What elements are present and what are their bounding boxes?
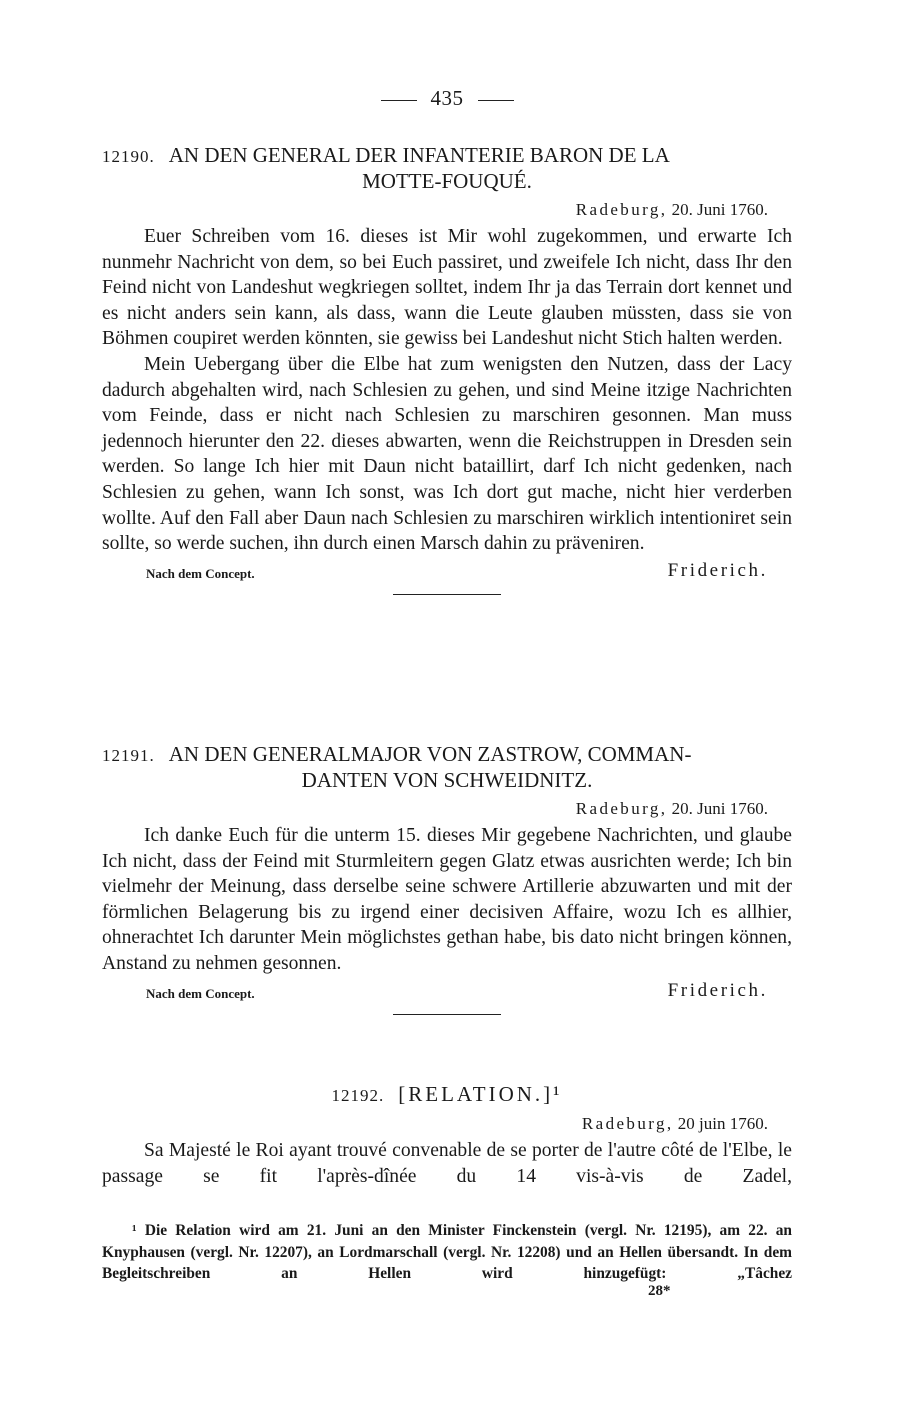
paragraph: Mein Uebergang über die Elbe hat zum wenigsten den Nutzen, dass der Lacy dadurch abgehalten wird, nach Schlesien zu gehen, und sind Meine itzige Nachrichten vom Feinde, dass er nicht nach Schlesien zu marschiren gesonnen. Man muss jedennoch hierunter den 22. dieses abwarten, wenn die Reichstruppen in Dresden sein werden. So lange Ich hier mit Daun nicht bataillirt, darf Ich nicht gedenken, nach Schlesien zu gehen, wann Ich sonst, was Ich dort gut mache, nicht hier verderben wollte. Auf den Fall aber Daun nach Schlesien zu marschiren wirklich intentioniret sein sollte, so werde suchen, ihn durch einen Marsch dahin zu präveniren. (102, 353, 792, 555)
date: 20. Juni 1760. (671, 200, 768, 219)
letter-heading (102, 143, 792, 194)
paragraph: Ich danke Euch für die unterm 15. dieses Mir gegebene Nachrichten, und glaube Ich nicht, dass der Feind mit Sturmleitern gegen Glatz etwas ausrichten werde; Ich bin vielmehr der Meinung, dass derselbe seine schwere Artillerie abzuwarten und mit der förmlichen Belagerung bis zu irgend einer decisiven Affaire, wozu Ich es allhier, ohnerachtet Ich darunter Mein möglichstes gethan habe, bis dato nicht bringen können, Anstand zu nehmen gesonnen. (102, 825, 792, 974)
date: 20 juin 1760. (677, 1114, 768, 1133)
page-header (102, 86, 792, 111)
source-note: Nach dem Concept. (146, 565, 255, 581)
letter-body (102, 1138, 792, 1189)
signature: Friderich. (667, 979, 768, 1001)
heading-line1: AN DEN GENERALMAJOR VON ZASTROW, COMMAN- (168, 742, 692, 766)
heading-line2: MOTTE-FOUQUÉ. (362, 169, 532, 193)
heading-line1: AN DEN GENERAL DER INFANTERIE BARON DE LA (168, 143, 670, 167)
heading-line1: [RELATION.]¹ (398, 1082, 563, 1106)
date: 20. Juni 1760. (671, 799, 768, 818)
letter-place-date (102, 1114, 792, 1134)
paragraph: Sa Majesté le Roi ayant trouvé convenable de se porter de l'autre côté de l'Elbe, le passage se fit l'après-dînée du 14 vis-à-vis de Zadel, (102, 1140, 792, 1187)
header-dash-right (478, 100, 514, 101)
separator-rule (393, 1014, 501, 1015)
letter-place-date (102, 799, 792, 819)
letter-heading (102, 742, 792, 793)
paragraph: Euer Schreiben vom 16. dieses ist Mir wohl zugekommen, und erwarte Ich nunmehr Nachricht von dem, so bei Euch passiret, und zweifele Ich nicht, dass Ihr den Feind nicht von Landeshut wegkriegen solltet, indem Ihr ja das Terrain dort kennet und es nicht anders sein kann, als dass, wann die Leute glauben müssten, dass sie von Böhmen coupiret werden könnten, sie gewiss bei Landeshut nicht Stich halten werden. (102, 226, 792, 350)
letter-signoff (102, 560, 792, 584)
letter-signoff (102, 980, 792, 1004)
separator-rule (393, 594, 501, 595)
signature: Friderich. (667, 559, 768, 581)
letter-body (102, 823, 792, 977)
sheet-signature: 28* (648, 1283, 671, 1299)
place: Radeburg, (575, 799, 668, 818)
letter-number: 12192. (331, 1086, 385, 1105)
heading-line2: DANTEN VON SCHWEIDNITZ. (301, 768, 593, 792)
letter-body (102, 224, 792, 557)
source-note: Nach dem Concept. (146, 985, 255, 1001)
letter-12190 (102, 143, 792, 595)
letter-12192 (102, 1082, 792, 1189)
footnote-text: ¹ Die Relation wird am 21. Juni an den Minister Finckenstein (vergl. Nr. 12195), am 22. an Knyphausen (vergl. Nr. 12207), an Lordmarschall (vergl. Nr. 12208) und an Hellen übersandt. In dem Begleitschreiben an Hellen wird hinzugefügt: „Tâchez (102, 1222, 792, 1282)
letter-12191 (102, 742, 792, 1015)
header-dash-left (381, 100, 417, 101)
page-number: 435 (430, 86, 464, 110)
letter-number: 12191. (102, 746, 155, 765)
letter-number: 12190. (102, 147, 155, 166)
letter-place-date (102, 200, 792, 220)
footnote (102, 1220, 792, 1285)
letter-heading (102, 1082, 792, 1108)
place: Radeburg, (581, 1114, 674, 1133)
place: Radeburg, (575, 200, 668, 219)
